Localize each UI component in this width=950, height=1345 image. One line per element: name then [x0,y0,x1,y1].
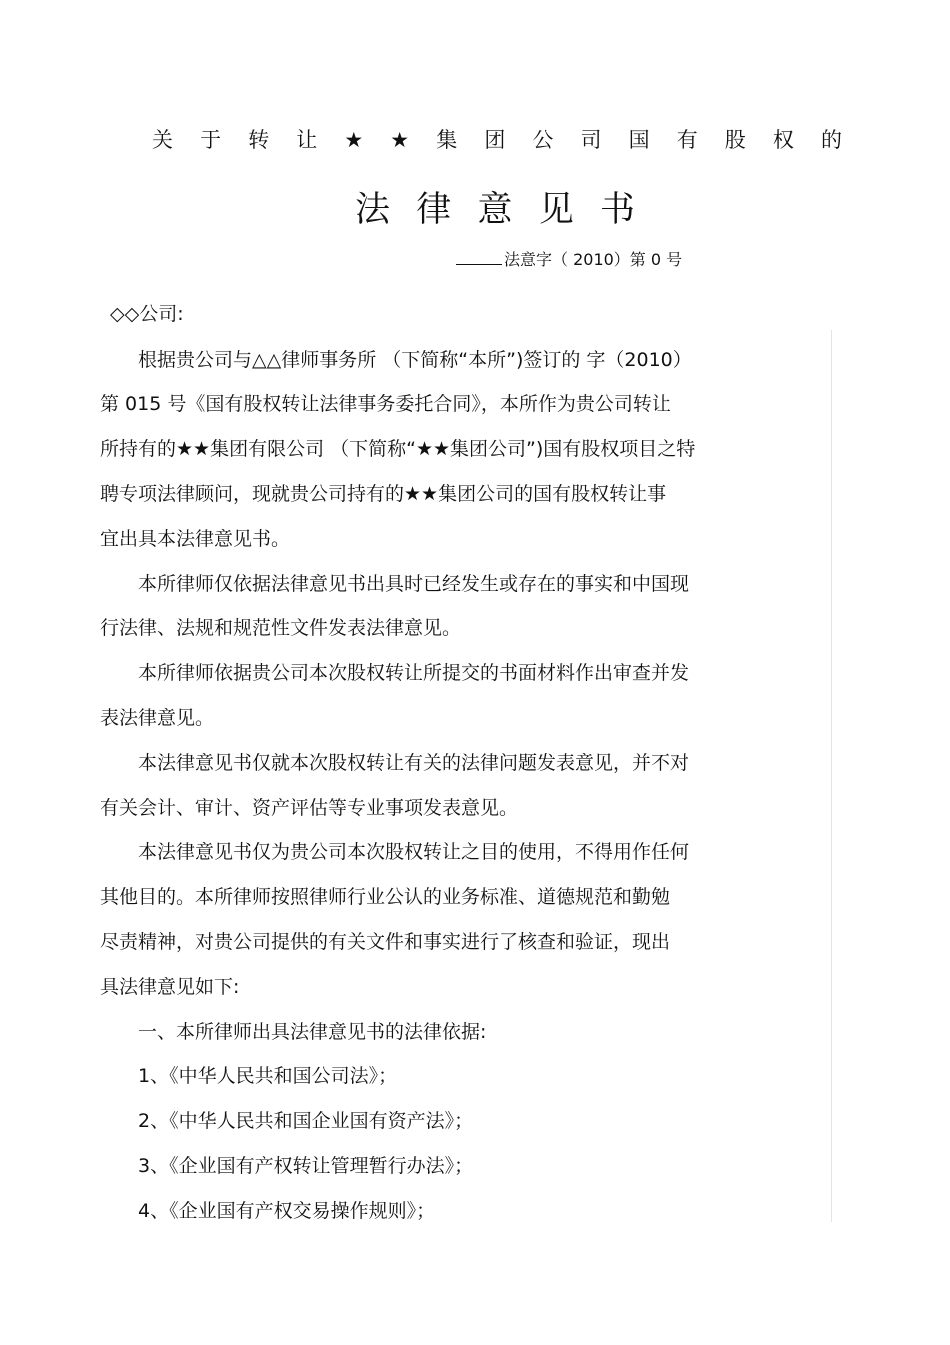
body-line: 行法律、法规和规范性文件发表法律意见。 [100,617,462,639]
margin-rule [831,330,832,1222]
title-char: 关 [152,128,173,152]
body-line: 本法律意见书仅为贵公司本次股权转让之目的使用，不得用作任何 [138,841,690,863]
main-title-char: 律 [416,190,452,230]
list-item: 4、《企业国有产权交易操作规则》； [138,1200,436,1222]
title-char: 司 [580,128,602,152]
list-item: 1、《中华人民共和国公司法》； [138,1065,398,1087]
main-title-char: 法 [355,190,391,230]
body-line: 有关会计、审计、资产评估等专业事项发表意见。 [100,797,519,819]
main-title-char: 意 [477,190,513,230]
title-char: 权 [772,128,794,152]
title-char: 转 [248,128,270,152]
body-line: 第 015 号《国有股权转让法律事务委托合同》，本所作为贵公司转让 [100,393,671,415]
title-char: 的 [820,128,842,152]
main-title-char: 见 [538,190,574,230]
title-char: 公 [532,128,554,152]
title-char: 股 [724,128,746,152]
list-item: 2、《中华人民共和国企业国有资产法》； [138,1110,474,1132]
body-line: 聘专项法律顾问，现就贵公司持有的★★集团公司的国有股权转让事 [100,483,667,505]
title-char: 于 [200,128,222,152]
document-number [456,248,682,272]
title-char: ★ [390,128,410,152]
main-title [355,186,635,234]
title-char: 团 [484,128,506,152]
document-title-line [152,126,842,154]
addressee: ◇◇公司: [110,303,184,325]
body-line: 其他目的。本所律师按照律师行业公认的业务标准、道德规范和勤勉 [100,886,671,908]
body-line: 本法律意见书仅就本次股权转让有关的法律问题发表意见，并不对 [138,752,690,774]
title-char: 有 [676,128,698,152]
body-line: 表法律意见。 [100,707,215,729]
doc-number-blank [456,250,502,265]
list-item: 3、《企业国有产权转让管理暂行办法》； [138,1155,474,1177]
title-char: 国 [628,128,650,152]
section-heading: 一、本所律师出具法律意见书的法律依据: [138,1021,487,1043]
body-line: 本所律师仅依据法律意见书出具时已经发生或存在的事实和中国现 [138,573,690,595]
body-line: 尽责精神，对贵公司提供的有关文件和事实进行了核查和验证，现出 [100,931,671,953]
body-line: 宜出具本法律意见书。 [100,528,291,550]
main-title-char: 书 [599,190,635,230]
doc-number-text: 法意字（ 2010）第 0 号 [504,250,683,269]
body-line: 本所律师依据贵公司本次股权转让所提交的书面材料作出审查并发 [138,662,690,684]
title-char: 集 [436,128,458,152]
body-line: 所持有的★★集团有限公司 （下简称“★★集团公司”)国有股权项目之特 [100,438,696,460]
body-line: 根据贵公司与△△律师事务所 （下简称“本所”)签订的 字（2010） [138,349,692,371]
body-line: 具法律意见如下: [100,976,240,998]
title-char: ★ [344,128,364,152]
title-char: 让 [296,128,318,152]
